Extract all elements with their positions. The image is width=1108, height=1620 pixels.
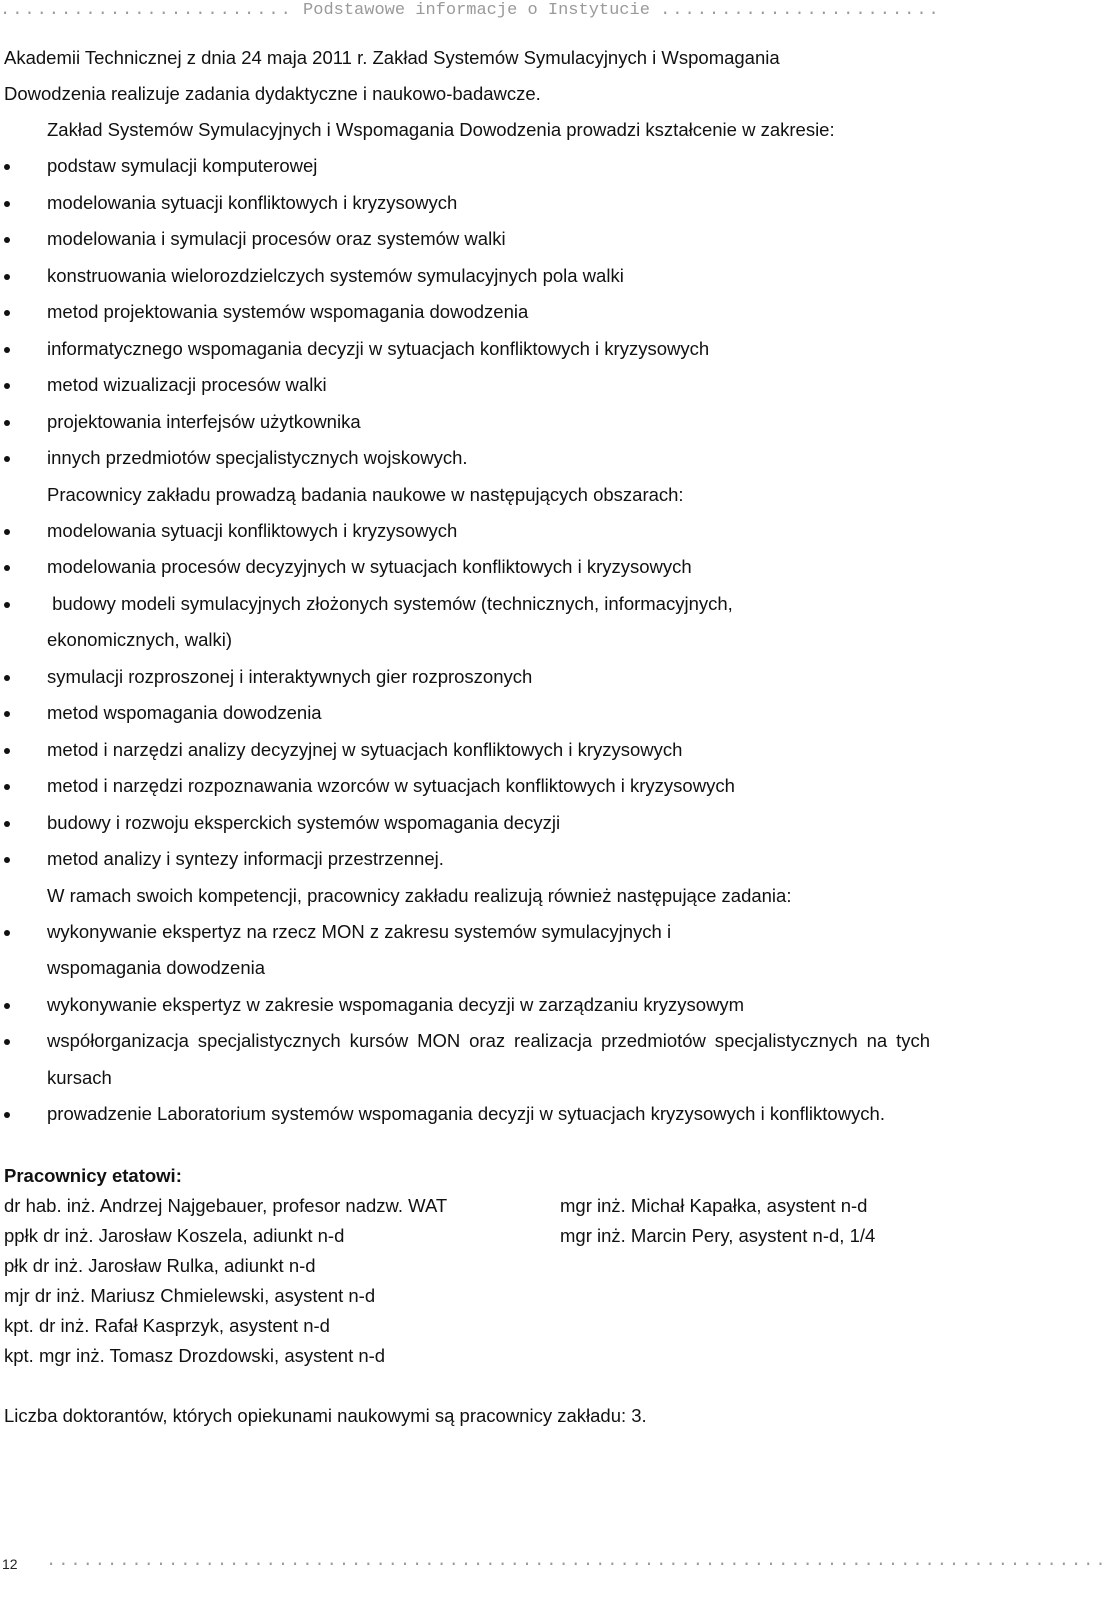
bullet-icon: [4, 711, 10, 717]
doctoral-count: Liczba doktorantów, których opiekunami naukowymi są pracownicy zakładu: 3.: [4, 1404, 647, 1426]
staff-member: mgr inż. Michał Kapałka, asystent n-d: [560, 1194, 868, 1216]
bullet-icon: [4, 310, 10, 316]
list-item: budowy modeli symulacyjnych złożonych systemów (technicznych, informacyjnych, ekonomicznych, walki): [4, 586, 930, 659]
bullet-icon: [4, 383, 10, 389]
bullet-icon: [4, 456, 10, 462]
bullet-icon: [4, 748, 10, 754]
list-item: budowy i rozwoju eksperckich systemów wspomagania decyzji: [4, 805, 930, 842]
bullet-icon: [4, 857, 10, 863]
list-item: projektowania interfejsów użytkownika: [4, 404, 930, 441]
list-item: wykonywanie ekspertyz na rzecz MON z zakresu systemów symulacyjnych i wspomagania dowodzenia: [4, 914, 930, 987]
bullet-icon: [4, 164, 10, 170]
education-list: [4, 148, 930, 477]
list-item: innych przedmiotów specjalistycznych wojskowych.: [4, 440, 930, 477]
list-item: modelowania sytuacji konfliktowych i kryzysowych: [4, 185, 930, 222]
bullet-icon: [4, 1039, 10, 1045]
list-item: prowadzenie Laboratorium systemów wspomagania decyzji w sytuacjach kryzysowych i konfliktowych.: [4, 1096, 930, 1133]
research-lead: Pracownicy zakładu prowadzą badania naukowe w następujących obszarach:: [47, 483, 684, 505]
bullet-icon: [4, 237, 10, 243]
footer-dots: .......................................................................................: [46, 1552, 1108, 1571]
list-item: wykonywanie ekspertyz w zakresie wspomagania decyzji w zarządzaniu kryzysowym: [4, 987, 930, 1024]
list-item: konstruowania wielorozdzielczych systemów symulacyjnych pola walki: [4, 258, 930, 295]
list-item: symulacji rozproszonej i interaktywnych gier rozproszonych: [4, 659, 930, 696]
staff-list: [4, 1191, 930, 1371]
staff-member: dr hab. inż. Andrzej Najgebauer, profesor nadzw. WAT: [4, 1194, 448, 1216]
list-item: współorganizacja specjalistycznych kursów MON oraz realizacja przedmiotów specjalistycznych na tych kursach: [4, 1023, 930, 1096]
research-list: [4, 513, 930, 878]
list-item: informatycznego wspomagania decyzji w sytuacjach konfliktowych i kryzysowych: [4, 331, 930, 368]
list-item: metod projektowania systemów wspomagania dowodzenia: [4, 294, 930, 331]
intro-line-1: Akademii Technicznej z dnia 24 maja 2011 r. Zakład Systemów Symulacyjnych i Wspomagania: [4, 47, 780, 68]
page-body: [4, 40, 930, 1431]
bullet-icon: [4, 420, 10, 426]
bullet-icon: [4, 1112, 10, 1118]
list-item: podstaw symulacji komputerowej: [4, 148, 930, 185]
bullet-icon: [4, 930, 10, 936]
staff-member: ppłk dr inż. Jarosław Koszela, adiunkt n-d: [4, 1224, 345, 1246]
header-dots-left: ........................: [0, 1, 293, 20]
staff-member: kpt. dr inż. Rafał Kasprzyk, asystent n-d: [4, 1314, 330, 1336]
staff-title: Pracownicy etatowi:: [4, 1164, 182, 1186]
list-item: metod wspomagania dowodzenia: [4, 695, 930, 732]
tasks-list: [4, 914, 930, 1133]
page-number: 12: [2, 1556, 18, 1572]
list-item: metod i narzędzi rozpoznawania wzorców w sytuacjach konfliktowych i kryzysowych: [4, 768, 930, 805]
bullet-icon: [4, 675, 10, 681]
bullet-icon: [4, 347, 10, 353]
bullet-icon: [4, 274, 10, 280]
header-title: Podstawowe informacje o Instytucie: [303, 1, 650, 20]
list-item: modelowania sytuacji konfliktowych i kryzysowych: [4, 513, 930, 550]
bullet-icon: [4, 529, 10, 535]
bullet-icon: [4, 602, 10, 608]
list-item: modelowania i symulacji procesów oraz systemów walki: [4, 221, 930, 258]
education-lead: Zakład Systemów Symulacyjnych i Wspomagania Dowodzenia prowadzi kształcenie w zakresie:: [47, 119, 835, 140]
running-header: [0, 0, 960, 24]
staff-member: mjr dr inż. Mariusz Chmielewski, asystent n-d: [4, 1284, 376, 1306]
list-item: metod wizualizacji procesów walki: [4, 367, 930, 404]
list-item: metod analizy i syntezy informacji przestrzennej.: [4, 841, 930, 878]
bullet-icon: [4, 565, 10, 571]
staff-column-right: [560, 1191, 875, 1371]
tasks-lead: W ramach swoich kompetencji, pracownicy zakładu realizują również następujące zadania:: [47, 884, 792, 906]
bullet-icon: [4, 821, 10, 827]
staff-member: mgr inż. Marcin Pery, asystent n-d, 1/4: [560, 1224, 876, 1246]
bullet-icon: [4, 201, 10, 207]
staff-member: płk dr inż. Jarosław Rulka, adiunkt n-d: [4, 1254, 316, 1276]
bullet-icon: [4, 784, 10, 790]
list-item: metod i narzędzi analizy decyzyjnej w sytuacjach konfliktowych i kryzysowych: [4, 732, 930, 769]
bullet-icon: [4, 1003, 10, 1009]
page-footer: [0, 1548, 1108, 1578]
intro-line-2: Dowodzenia realizuje zadania dydaktyczne i naukowo-badawcze.: [4, 83, 541, 104]
list-item: modelowania procesów decyzyjnych w sytuacjach konfliktowych i kryzysowych: [4, 549, 930, 586]
header-dots-right: .......................: [660, 1, 941, 20]
staff-member: kpt. mgr inż. Tomasz Drozdowski, asystent n-d: [4, 1344, 386, 1366]
staff-column-left: [4, 1191, 560, 1371]
